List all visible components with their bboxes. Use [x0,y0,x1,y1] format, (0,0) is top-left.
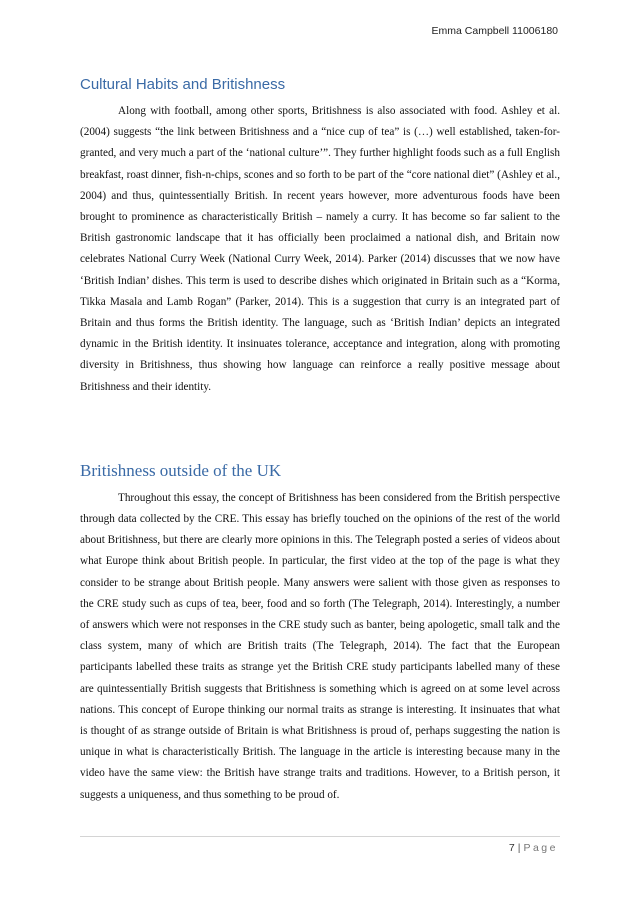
page-number: 7 [508,842,515,854]
section-body-cultural-habits: Along with football, among other sports, Britishness is also associated with food. Ashley et al. (2004) suggests “the link between Britishness and a “nice cup of tea” is (…) well established, taken-for-granted, and very much a part of the ‘national culture’”. They further highlight foods such as a full English breakfast, roast dinner, fish-n-chips, scones and so forth to be part of the “core national diet” (Ashley et al., 2004) and thus, quintessentially British. In recent years however, more adventurous foods have been brought to prominence as characteristically British – namely a curry. It has become so far salient to the British gastronomic landscape that it has officially been proclaimed a national dish, and Britain now celebrates National Curry Week (National Curry Week, 2014). Parker (2014) discusses that we now have ‘British Indian’ dishes. This term is used to describe dishes which originated in Britain such as a “Korma, Tikka Masala and Lamb Rogan” (Parker, 2014). This is a suggestion that curry is an integrated part of Britain and thus forms the British identity. The language, such as ‘British Indian’ depicts an integrated dynamic in the British identity. It insinuates tolerance, acceptance and integration, along with promoting diversity in Britishness, thus showing how language can reinforce a really positive message about Britishness and their identity. [80,105,560,393]
footer-divider [80,836,560,837]
page-header: Emma Campbell 11006180 [431,25,558,37]
section-heading-outside-uk: Britishness outside of the UK [80,460,282,480]
section-heading-cultural-habits: Cultural Habits and Britishness [80,76,286,93]
page-footer [509,842,558,854]
footer-separator: | [517,842,521,854]
page-content [80,75,560,806]
section-spacer [80,398,560,460]
section-body-outside-uk: Throughout this essay, the concept of Britishness has been considered from the British perspective through data collected by the CRE. This essay has briefly touched on the opinions of the rest of the world about Britishness, but there are clearly more opinions in this. The Telegraph posted a series of videos about what Europe think about British people. In particular, the first video at the top of the page is what they consider to be strange about British people. Many answers were salient with those given as responses to the CRE study such as cups of tea, beer, food and so forth (The Telegraph, 2014). Interestingly, a number of answers which were not responses in the CRE study such as banter, being apologetic, small talk and the class system, many of which are British traits (The Telegraph, 2014). The fact that the European participants labelled these traits as strange yet the British CRE study participants labelled many of these are quintessentially British suggests that Britishness is something which is agreed on at some level across nations. This concept of Europe thinking our normal traits as strange is interesting. It insinuates that what is thought of as strange outside of Britain is what Britishness is proud of, perhaps suggesting the nation is unique in what is characteristically British. The language in the article is interesting because many in the video have the same view: the British have strange traits and traditions. However, to a British person, it suggests a uniqueness, and thus something to be proud of. [80,491,560,801]
page-label: Page [523,842,558,854]
